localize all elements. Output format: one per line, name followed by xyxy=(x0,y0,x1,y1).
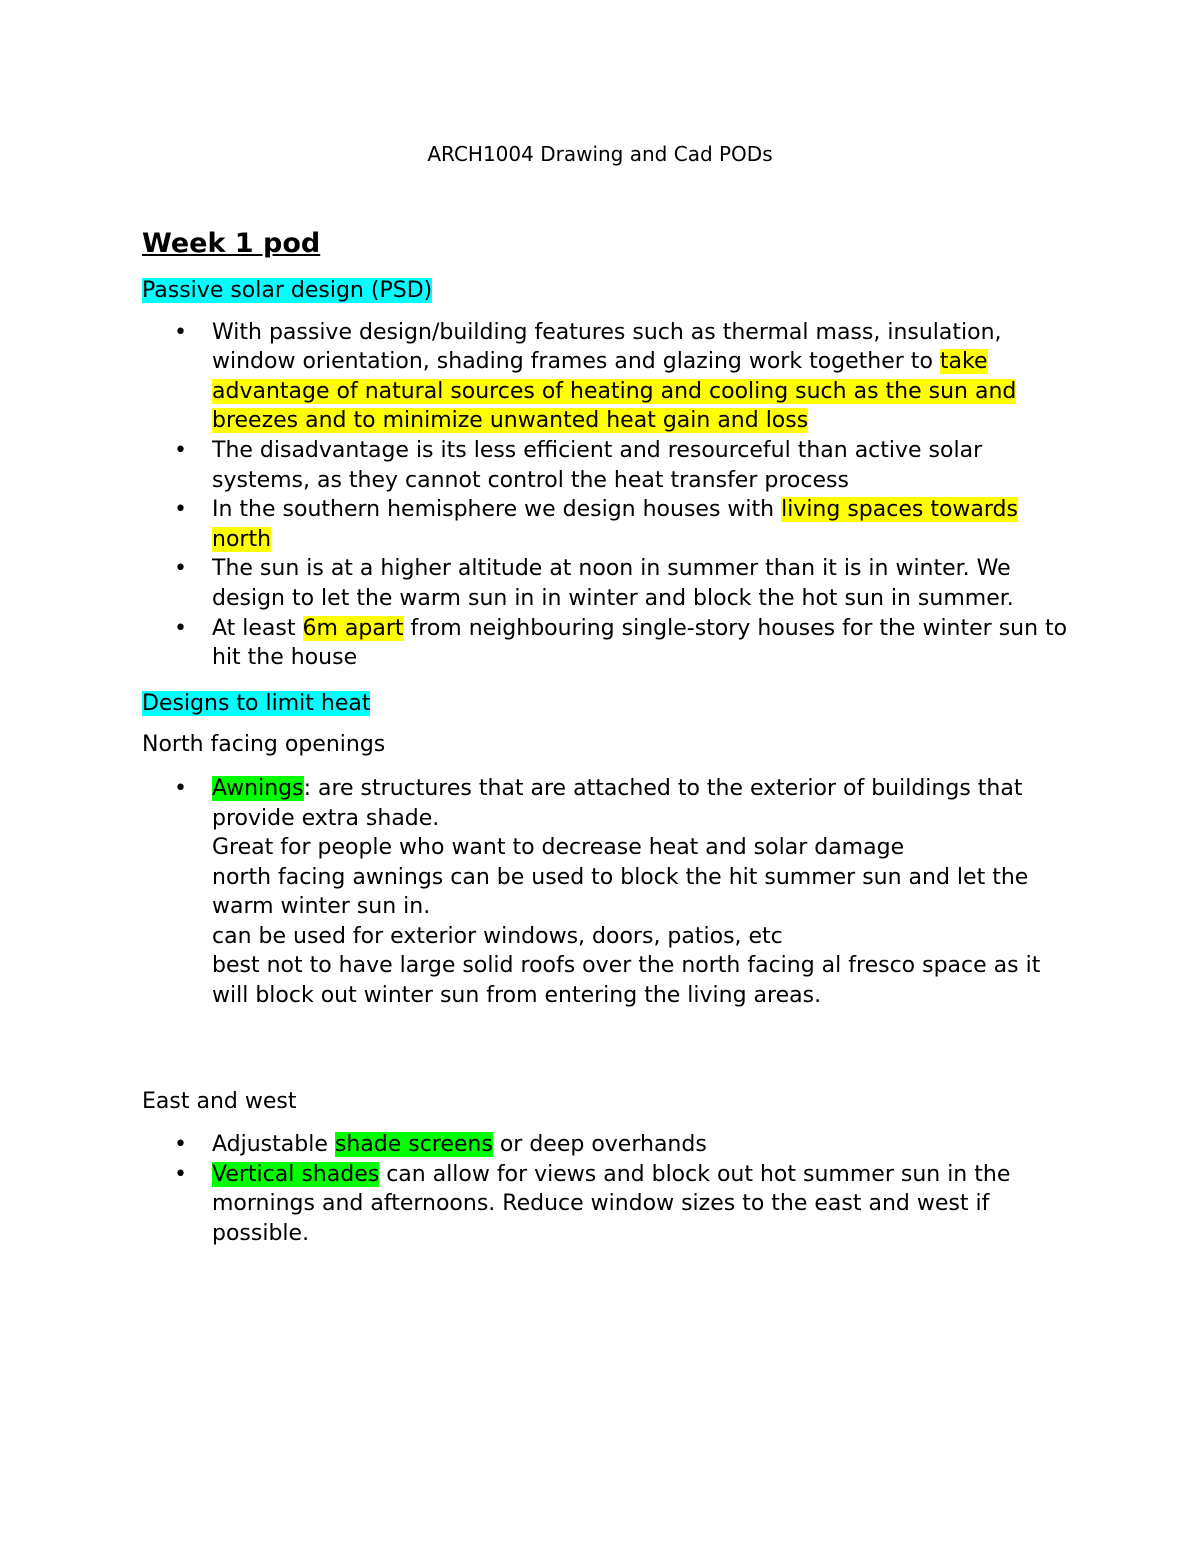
bullet-icon: • xyxy=(174,319,187,345)
psd-bullet5-text-a: At least xyxy=(212,615,303,641)
psd-bullet3-highlight: living spaces towards north xyxy=(212,497,1018,552)
psd-bullet3-text: In the southern hemisphere we design houses with xyxy=(212,497,782,523)
psd-bullet-list xyxy=(142,318,1072,673)
ew-bullet1-text-a: Adjustable xyxy=(212,1132,335,1158)
subheading-north: North facing openings xyxy=(142,732,386,758)
list-item xyxy=(142,1130,1072,1160)
section-heading-psd xyxy=(142,276,1072,306)
awnings-highlight: Awnings xyxy=(212,775,304,801)
spacer xyxy=(142,1011,1072,1087)
limit-heat-heading-highlight: Designs to limit heat xyxy=(142,690,371,716)
psd-bullet2-text: The disadvantage is its less efficient and resourceful than active solar systems, as they cannot control the heat transfer process xyxy=(212,437,983,493)
awnings-line4: can be used for exterior windows, doors, patios, etc xyxy=(212,923,783,949)
awnings-line1 xyxy=(212,774,1072,833)
list-item xyxy=(142,318,1072,436)
bullet-icon: • xyxy=(174,1132,187,1158)
psd-bullet5-highlight: 6m apart xyxy=(302,615,404,641)
psd-heading-highlight: Passive solar design (PSD) xyxy=(142,278,433,303)
bullet-icon: • xyxy=(174,775,187,801)
bullet-icon: • xyxy=(174,615,187,641)
psd-bullet4-text: The sun is at a higher altitude at noon in summer than it is in winter. We design to let the warm sun in in winter and block the hot sun in summer. xyxy=(212,556,1014,611)
subheading-east-west: East and west xyxy=(142,1088,297,1114)
east-west-bullet-list xyxy=(142,1130,1072,1248)
document-body xyxy=(142,226,1072,1249)
list-item xyxy=(142,495,1072,554)
page-title: Week 1 pod xyxy=(142,228,321,259)
list-item xyxy=(142,774,1072,1011)
bullet-icon: • xyxy=(174,1161,187,1187)
bullet-icon: • xyxy=(174,556,187,582)
awnings-line2: Great for people who want to decrease heat and solar damage xyxy=(212,835,905,861)
psd-bullet5-text-b: from neighbouring single-story houses for the winter sun to hit the house xyxy=(212,615,1068,671)
list-item xyxy=(142,436,1072,495)
bullet-icon: • xyxy=(174,437,187,463)
psd-bullet1-highlight: take advantage of natural sources of heating and cooling such as the sun and breezes and to minimize unwanted heat gain and loss xyxy=(212,349,1017,434)
list-item xyxy=(142,554,1072,613)
list-item xyxy=(142,1160,1072,1249)
awnings-line5: best not to have large solid roofs over the north facing al fresco space as it will block out winter sun from entering the living areas. xyxy=(212,953,1041,1009)
ew-bullet2-text-b: can allow for views and block out hot summer sun in the mornings and afternoons. Reduce window sizes to the east and west if possible. xyxy=(212,1161,1011,1247)
document-header: ARCH1004 Drawing and Cad PODs xyxy=(427,142,773,166)
section-heading-limit-heat xyxy=(142,689,1072,719)
psd-bullet1-text: With passive design/building features such as thermal mass, insulation, window orientation, shading frames and glazing work together to xyxy=(212,319,1002,375)
north-bullet-list xyxy=(142,774,1072,1011)
awnings-line1-text: : are structures that are attached to the exterior of buildings that provide extra shade. xyxy=(212,775,1023,831)
ew-bullet1-text-b: or deep overhands xyxy=(492,1132,707,1158)
bullet-icon: • xyxy=(174,497,187,523)
ew-bullet1-highlight: shade screens xyxy=(334,1132,493,1158)
awnings-line3: north facing awnings can be used to block the hit summer sun and let the warm winter sun in. xyxy=(212,864,1029,920)
ew-bullet2-highlight: Vertical shades xyxy=(212,1161,380,1187)
list-item xyxy=(142,614,1072,673)
